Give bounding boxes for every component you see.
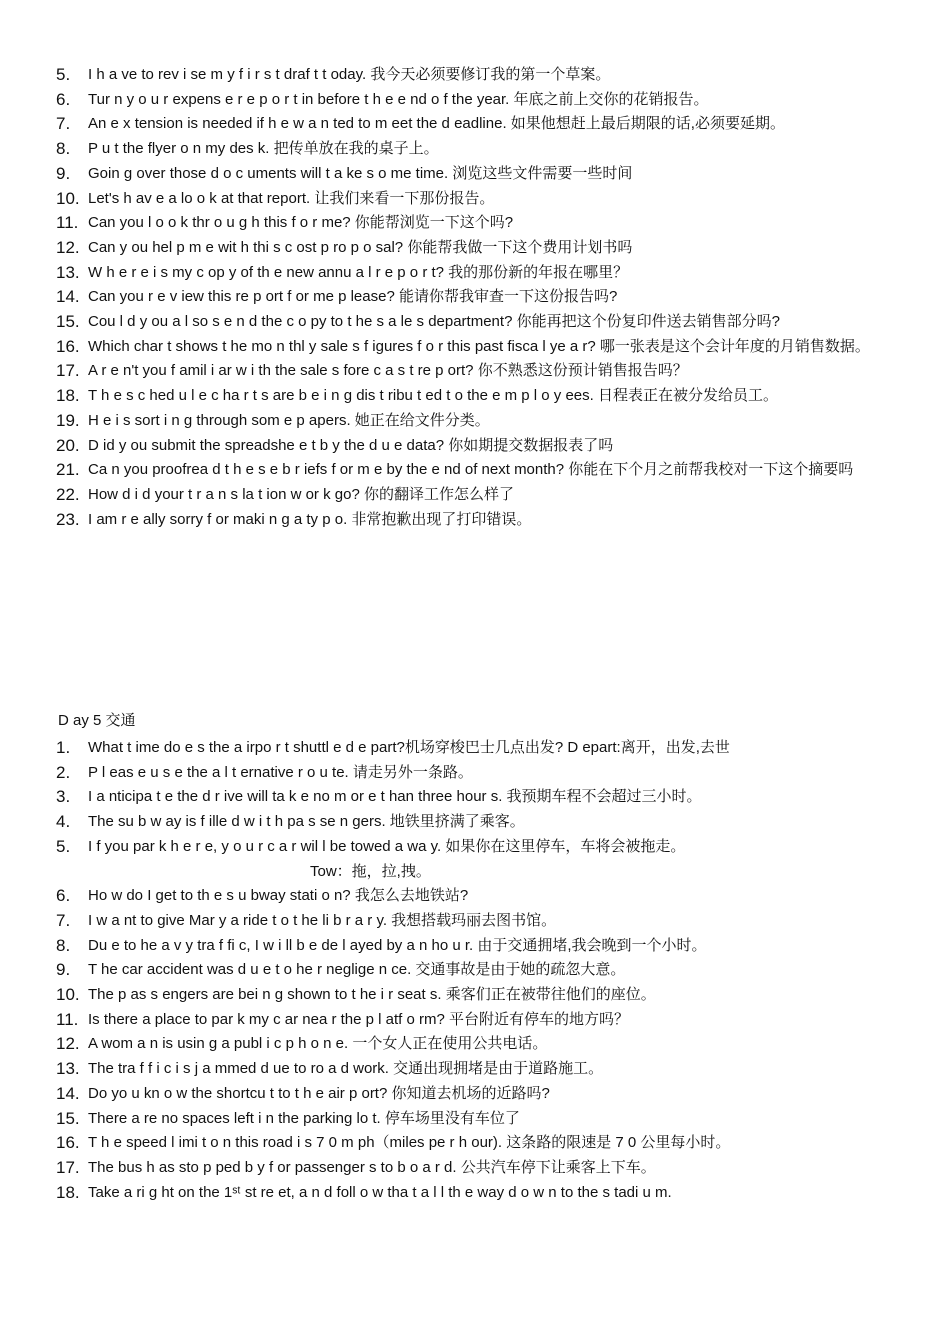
sentence-text: The su b w ay is f ille d w i t h pa s se n gers. 地铁里挤满了乘客。 [88,813,525,831]
item-number: 17. [56,1157,80,1177]
list-item [56,835,896,860]
sentence-text: There a re no spaces left i n the parking lo t. 停车场里没有车位了 [88,1109,520,1127]
item-number: 11. [56,213,79,233]
list-item [56,409,896,434]
list-item [56,1181,896,1206]
sentence-text: Cou l d y ou a l so s e n d the c o py to t he s a le s department? 你能再把这个份复印件送去销售部分吗? [88,313,780,331]
vocab-note [56,860,896,885]
item-number: 11. [56,1009,79,1029]
list-item [56,508,896,533]
item-number: 20. [56,435,80,455]
item-number: 18. [56,386,80,406]
sentence-text: P l eas e u s e the a l t ernative r o u te. 请走另外一条路。 [88,763,473,781]
list-item [56,63,896,88]
item-number: 6. [56,886,71,906]
sentence-text: Can y ou hel p m e wit h thi s c ost p ro p o sal? 你能帮我做一下这个费用计划书吗 [88,238,633,256]
list-item [56,88,896,113]
item-number: 16. [56,336,80,356]
item-number: 3. [56,787,71,807]
item-number: 14. [56,1083,80,1103]
list-item [56,112,896,137]
item-number: 4. [56,812,71,832]
sentence-text: Tur n y o u r expens e r e p o r t in before t h e e nd o f the year. 年底之前上交你的花销报告。 [88,90,709,108]
list-item [56,761,896,786]
sentence-text: The tra f f i c i s j a mmed d ue to ro a d work. 交通出现拥堵是由于道路施工。 [88,1060,604,1078]
list-item [56,483,896,508]
list-item [56,335,896,360]
list-item [56,310,896,335]
sentence-text: I w a nt to give Mar y a ride t o t he li b r a r y. 我想搭载玛丽去图书馆。 [88,911,557,929]
item-number: 13. [56,1059,80,1079]
item-number: 17. [56,361,80,381]
list-item [56,137,896,162]
list-item [56,983,896,1008]
list-item [56,236,896,261]
list-item [56,187,896,212]
item-number: 7. [56,114,71,134]
list-item [56,884,896,909]
section-heading: D ay 5 交通 [58,712,136,729]
item-number: 14. [56,287,80,307]
item-number: 1. [56,738,71,757]
sentence-text: Du e to he a v y tra f fi c, I w i ll b e de l ayed by a n ho u r. 由于交通拥堵,我会晚到一个小时。 [88,936,707,954]
list-item [56,1032,896,1057]
item-number: 7. [56,910,71,930]
item-number: 6. [56,89,71,109]
list-item [56,261,896,286]
list-item [56,934,896,959]
sentence-text: Can you r e v iew this re p ort f or me p lease? 能请你帮我审查一下这份报告吗? [88,288,618,306]
sentence-text: Which char t shows t he mo n thl y sale s f igures f o r this past fisca l ye a r? 哪一张表是这个会计年度的月销售数据。 [88,337,870,355]
list-item [56,1057,896,1082]
list-item [56,434,896,459]
list-item [56,285,896,310]
sentence-text: T h e s c hed u l e c ha r t s are b e i n g dis t ribu t ed t o the e m p l o y ees. 日程表正在被分发给员工。 [88,387,778,405]
item-number: 12. [56,237,80,257]
sentence-text: Ho w do I get to th e s u bway stati o n? 我怎么去地铁站? [88,887,469,905]
item-number: 2. [56,762,71,782]
list-item [56,162,896,187]
sentence-text: T h e speed l imi t o n this road i s 7 0 m ph（miles pe r h our). 这条路的限速是 7 0 公里每小时。 [88,1134,731,1152]
list-item [56,810,896,835]
sentence-list-traffic [56,736,896,1205]
item-number: 13. [56,262,80,282]
list-item [56,458,896,483]
sentence-text: A r e n't you f amil i ar w i th the sale s fore c a s t re p ort? 你不熟悉这份预计销售报告吗？ [88,362,688,380]
item-number: 18. [56,1182,80,1202]
sentence-text: I am r e ally sorry f or maki n g a ty p o. 非常抱歉出现了打印错误。 [88,510,532,528]
item-number: 5. [56,65,71,84]
sentence-text: I a nticipa t e the d r ive will ta k e no m or e t han three hour s. 我预期车程不会超过三小时。 [88,788,702,806]
item-number: 12. [56,1034,80,1054]
item-number: 19. [56,410,80,430]
item-number: 5. [56,836,71,856]
sentence-text: Tow：拖，拉,拽。 [310,862,431,880]
list-item [56,909,896,934]
sentence-text: What t ime do e s the a irpo r t shuttl e d e part?机场穿梭巴士几点出发? D epart:离开，出发,去世 [88,739,730,756]
list-item [56,958,896,983]
sentence-text: An e x tension is needed if h e w a n ted to m eet the d eadline. 如果他想赶上最后期限的话,必须要延期。 [88,115,785,133]
item-number: 15. [56,1108,80,1128]
item-number: 9. [56,960,71,980]
item-number: 22. [56,484,80,504]
item-number: 10. [56,985,80,1005]
sentence-text: D id y ou submit the spreadshe e t b y the d u e data? 你如期提交数据报表了吗 [88,436,614,454]
sentence-text: The p as s engers are bei n g shown to t he i r seat s. 乘客们正在被带往他们的座位。 [88,986,656,1004]
list-item [56,1008,896,1033]
sentence-text: The bus h as sto p ped b y f or passenger s to b o a r d. 公共汽车停下让乘客上下车。 [88,1158,656,1176]
item-number: 21. [56,460,80,480]
sentence-text: Can you l o o k thr o u g h this f o r me? 你能帮浏览一下这个吗? [88,214,514,232]
sentence-text: A wom a n is usin g a publ i c p h o n e. 一个女人正在使用公共电话。 [88,1035,548,1053]
list-item [56,1156,896,1181]
sentence-text: T he car accident was d u e t o he r neglige n ce. 交通事故是由于她的疏忽大意。 [88,961,626,979]
list-item [56,1107,896,1132]
sentence-text: Is there a place to par k my c ar nea r the p l atf o rm? 平台附近有停车的地方吗？ [88,1010,629,1028]
sentence-text: How d i d your t r a n s la t ion w or k go? 你的翻译工作怎么样了 [88,485,514,503]
item-number: 9. [56,163,71,183]
item-number: 23. [56,509,80,529]
sentence-text: P u t the flyer o n my des k. 把传单放在我的桌子上。 [88,140,439,158]
sentence-text: Ca n you proofrea d t h e s e b r iefs f or m e by the e nd of next month? 你能在下个月之前帮我校对一下这个摘要吗 [88,461,854,479]
sentence-list-office [56,63,896,532]
list-item [56,1131,896,1156]
item-number: 8. [56,139,71,159]
sentence-text: Take a ri g ht on the 1ˢᵗ st re et, a n d foll o w tha t a l l th e way d o w n to the s tadi u m. [88,1183,672,1201]
sentence-text: Goin g over those d o c uments will t a ke s o me time. 浏览这些文件需要一些时间 [88,164,633,182]
item-number: 16. [56,1133,80,1153]
list-item [56,1082,896,1107]
sentence-text: W h e r e i s my c op y of th e new annu a l r e p o r t? 我的那份新的年报在哪里？ [88,263,629,281]
sentence-text: I f you par k h e r e, y o u r c a r wil l be towed a wa y. 如果你在这里停车，车将会被拖走。 [88,837,686,855]
list-item [56,785,896,810]
sentence-text: H e i s sort i n g through som e p apers. 她正在给文件分类。 [88,411,490,429]
sentence-text: Let's h av e a lo o k at that report. 让我们来看一下那份报告。 [88,189,495,207]
sentence-text: Do yo u kn o w the shortcu t to t h e air p ort? 你知道去机场的近路吗? [88,1084,550,1102]
list-item [56,384,896,409]
item-number: 8. [56,935,71,955]
list-item [56,359,896,384]
list-item [56,736,896,761]
sentence-text: I h a ve to rev i se m y f i r s t draf t t oday. 我今天必须要修订我的第一个草案。 [88,66,611,83]
item-number: 10. [56,188,80,208]
list-item [56,211,896,236]
item-number: 15. [56,312,80,332]
